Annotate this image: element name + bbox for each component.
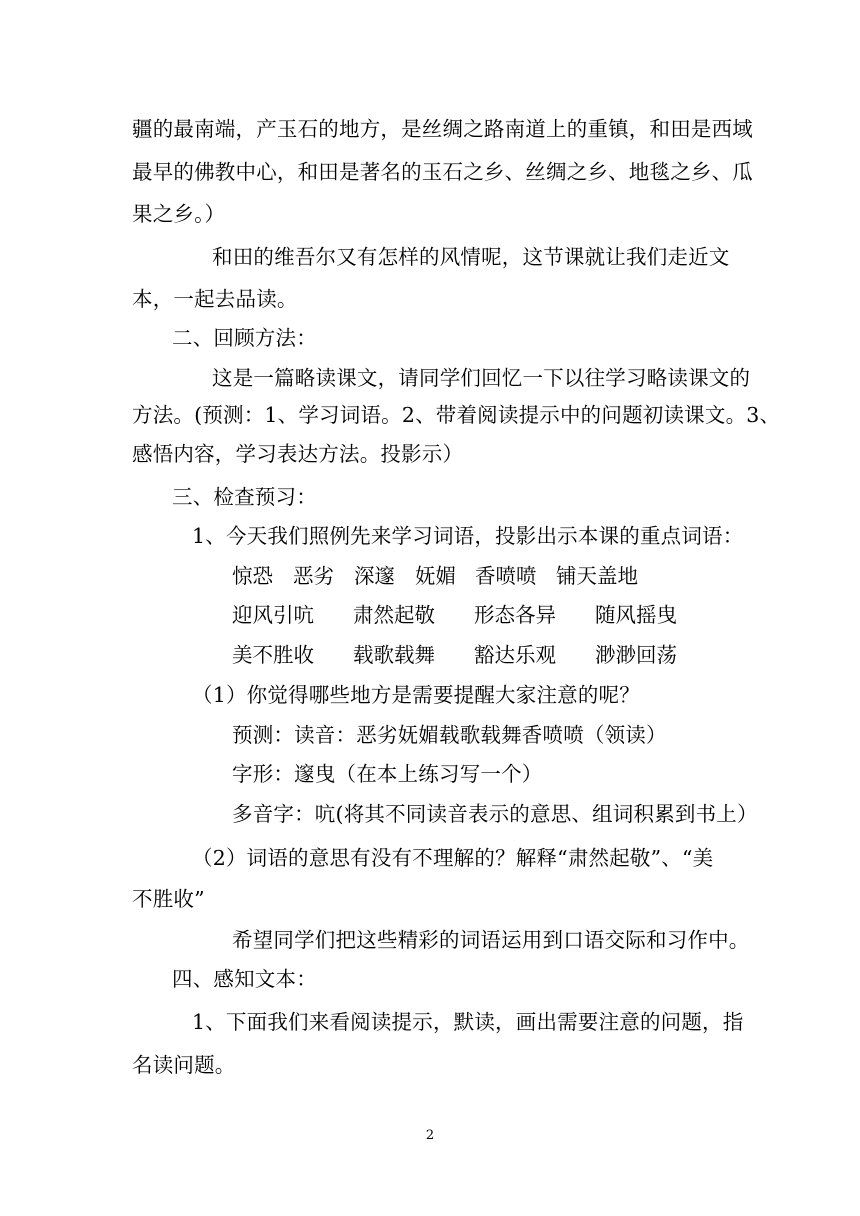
intro-line-3: 果之乡。） [132, 202, 226, 226]
vocab-row-1 [0, 564, 860, 588]
review-line-1: 这是一篇略读课文，请同学们回忆一下以往学习略读课文的 [212, 366, 751, 390]
vocab-word: 迎风引吭 [232, 603, 314, 627]
vocab-word: 恶劣 [293, 564, 334, 588]
vocab-word: 妩媚 [415, 564, 456, 588]
predict-pronunciation: 预测：读音：恶劣妩媚载歌载舞香喷喷（领读） [232, 723, 667, 747]
review-line-3: 感悟内容，学习表达方法。投影示） [132, 442, 464, 466]
question-2-line-1: （2）词语的意思有没有不理解的？解释“肃然起敬”、“美 [192, 846, 714, 870]
section-heading-check-preview: 三、检查预习： [172, 485, 317, 509]
vocab-word: 豁达乐观 [474, 643, 556, 667]
predict-character-shape: 字形：邃曳（在本上练习写一个） [232, 762, 543, 786]
vocab-row-2 [0, 603, 860, 627]
section-heading-review-method: 二、回顾方法： [172, 326, 317, 350]
vocab-word: 铺天盖地 [556, 564, 638, 588]
perceive-line-2: 名读问题。 [132, 1053, 236, 1077]
transition-line-2: 本，一起去品读。 [132, 287, 298, 311]
question-1: （1）你觉得哪些地方是需要提醒大家注意的呢？ [192, 683, 640, 707]
vocab-word: 香喷喷 [475, 564, 537, 588]
section-heading-perceive-text: 四、感知文本： [172, 967, 317, 991]
question-2-line-2: 不胜收” [132, 887, 205, 911]
preview-item-1: 1、今天我们照例先来学习词语，投影出示本课的重点词语： [192, 524, 744, 548]
vocab-word: 肃然起敬 [353, 603, 435, 627]
vocab-word: 深邃 [354, 564, 395, 588]
predict-polyphone: 多音字：吭(将其不同读音表示的意思、组词积累到书上） [232, 802, 758, 826]
intro-line-1: 疆的最南端，产玉石的地方，是丝绸之路南道上的重镇，和田是西域 [132, 117, 753, 141]
vocab-word: 惊恐 [232, 564, 273, 588]
vocab-row-3 [0, 643, 860, 667]
transition-line-1: 和田的维吾尔又有怎样的风情呢，这节课就让我们走近文 [212, 245, 730, 269]
perceive-line-1: 1、下面我们来看阅读提示，默读，画出需要注意的问题，指 [192, 1010, 744, 1034]
vocab-word: 形态各异 [474, 603, 556, 627]
intro-line-2: 最早的佛教中心，和田是著名的玉石之乡、丝绸之乡、地毯之乡、瓜 [132, 160, 753, 184]
vocab-word: 载歌载舞 [353, 643, 435, 667]
closing-hope: 希望同学们把这些精彩的词语运用到口语交际和习作中。 [232, 928, 750, 952]
page-number: 2 [425, 1128, 435, 1143]
review-line-2: 方法。(预测：1、学习词语。2、带着阅读提示中的问题初读课文。3、 [132, 403, 781, 427]
vocab-word: 渺渺回荡 [595, 643, 677, 667]
vocab-word: 美不胜收 [232, 643, 314, 667]
vocab-word: 随风摇曳 [595, 603, 677, 627]
